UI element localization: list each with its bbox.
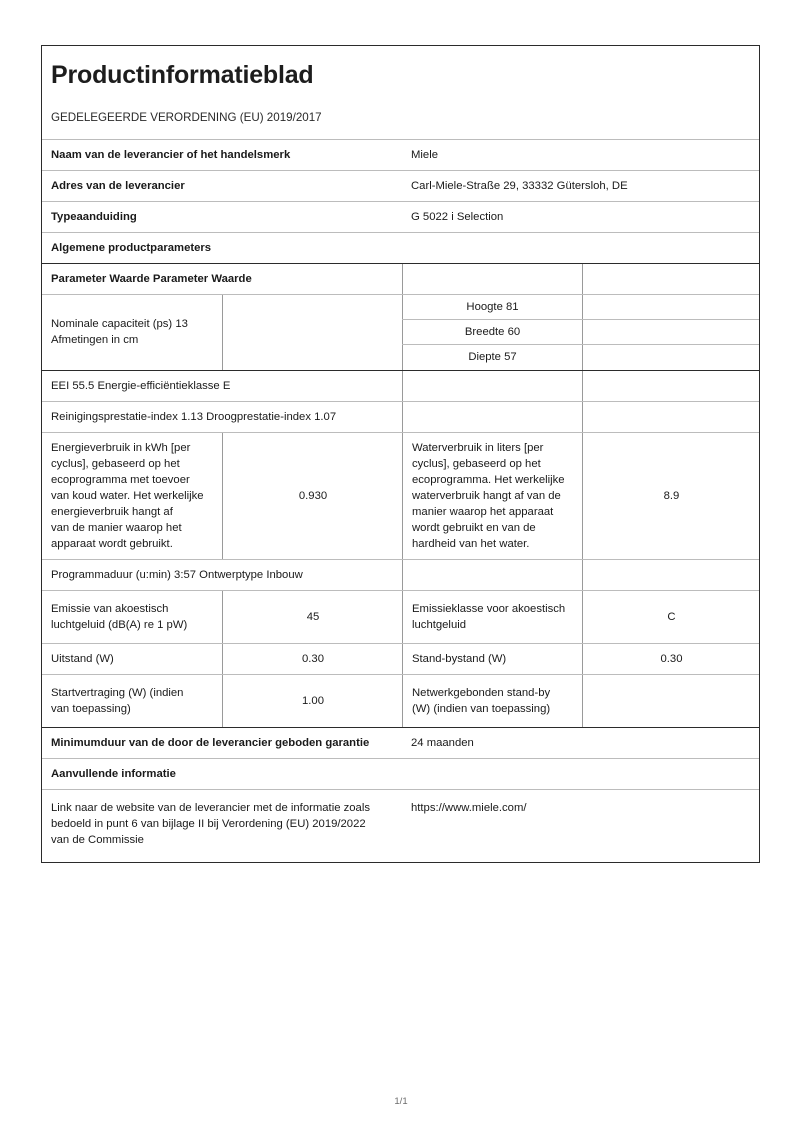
noise-label-line-2: luchtgeluid (dB(A) re 1 pW)	[51, 619, 188, 632]
networked-standby-label	[402, 675, 582, 727]
program-col4	[582, 560, 759, 590]
supplier-link-row	[42, 790, 759, 862]
page-title: Productinformatieblad	[51, 61, 314, 89]
program-duration-row	[42, 560, 759, 591]
noise-emission-label	[42, 591, 222, 643]
off-mode-label: Uitstand (W)	[51, 653, 114, 666]
dimensions-subtable	[402, 295, 759, 370]
water-label-line-7: hardheid van het water.	[412, 537, 530, 550]
capacity-dimensions-row	[42, 295, 759, 371]
energy-label-line-5: energieverbruik hangt af	[51, 505, 173, 518]
energy-consumption-label	[42, 433, 222, 559]
index-col3	[402, 402, 582, 432]
water-label-line-5: manier waarop het apparaat	[412, 505, 554, 518]
noise-class-label-line-1: Emissieklasse voor akoestisch	[412, 603, 566, 616]
water-label-line-3: ecoprogramma. Het werkelijke	[412, 473, 565, 486]
supplier-link-label	[42, 790, 402, 862]
general-parameters-heading-row	[42, 233, 759, 264]
supplier-address-value: Carl-Miele-Straße 29, 33332 Gütersloh, DE	[411, 179, 628, 192]
delay-start-value: 1.00	[222, 675, 402, 727]
program-col3	[402, 560, 582, 590]
additional-info-heading: Aanvullende informatie	[51, 768, 176, 781]
dimension-depth-value: Diepte 57	[402, 345, 582, 370]
energy-label-line-3: ecoprogramma met toevoer	[51, 473, 190, 486]
parameter-header-label: Parameter Waarde Parameter Waarde	[51, 272, 252, 285]
noise-label-line-1: Emissie van akoestisch	[51, 603, 169, 616]
energy-label-line-7: apparaat wordt gebruikt.	[51, 537, 173, 550]
water-label-line-4: waterverbruik hangt af van de	[412, 489, 561, 502]
dimension-row-height	[402, 295, 759, 320]
warranty-label: Minimumduur van de door de leverancier geboden garantie	[51, 737, 370, 750]
model-row	[42, 202, 759, 233]
noise-emission-row	[42, 591, 759, 644]
index-row	[42, 402, 759, 433]
model-value: G 5022 i Selection	[411, 210, 504, 223]
energy-consumption-value: 0.930	[222, 433, 402, 559]
supplier-name-row	[42, 140, 759, 171]
energy-label-line-4: van koud water. Het werkelijke	[51, 489, 204, 502]
noise-class-value: C	[582, 591, 759, 643]
off-mode-value: 0.30	[222, 644, 402, 674]
index-col4	[582, 402, 759, 432]
title-block	[42, 46, 759, 139]
networked-standby-label-line-2: (W) (indien van toepassing)	[412, 703, 551, 716]
general-parameters-heading: Algemene productparameters	[51, 241, 212, 254]
product-information-sheet	[41, 45, 760, 863]
delay-start-label-line-2: van toepassing)	[51, 703, 131, 716]
off-standby-row	[42, 644, 759, 675]
noise-emission-value: 45	[222, 591, 402, 643]
supplier-name-label: Naam van de leverancier of het handelsmerk	[51, 148, 291, 161]
capacity-left-block	[42, 295, 402, 370]
dimension-width-value: Breedte 60	[402, 320, 582, 344]
eei-label: EEI 55.5 Energie-efficiëntieklasse E	[51, 379, 231, 392]
supplier-link-label-line-3: van de Commissie	[51, 834, 144, 847]
capacity-value-cell	[222, 295, 402, 370]
regulation-reference: GEDELEGEERDE VERORDENING (EU) 2019/2017	[51, 110, 322, 124]
supplier-link-label-line-2: bedoeld in punt 6 van bijlage II bij Verordening (EU) 2019/2022	[51, 818, 366, 831]
water-label-line-1: Waterverbruik in liters [per	[412, 441, 544, 454]
dimension-depth-blank	[582, 345, 759, 370]
supplier-address-label: Adres van de leverancier	[51, 179, 185, 192]
delay-start-label-line-1: Startvertraging (W) (indien	[51, 687, 184, 700]
warranty-row	[42, 728, 759, 759]
supplier-name-value: Miele	[411, 148, 438, 161]
capacity-label: Nominale capaciteit (ps) 13 Afmetingen in cm	[51, 318, 188, 347]
parameter-header-col3	[402, 264, 582, 294]
water-consumption-label	[402, 433, 582, 559]
warranty-value: 24 maanden	[411, 737, 474, 750]
water-consumption-value: 8.9	[582, 433, 759, 559]
supplier-link-label-line-1: Link naar de website van de leverancier met de informatie zoals	[51, 802, 370, 815]
standby-value: 0.30	[582, 644, 759, 674]
parameter-header-row	[42, 264, 759, 295]
eei-col4	[582, 371, 759, 401]
energy-label-line-2: cyclus], gebaseerd op het	[51, 457, 180, 470]
noise-class-label-line-2: luchtgeluid	[412, 619, 467, 632]
standby-label: Stand-bystand (W)	[402, 644, 582, 674]
networked-standby-value	[582, 675, 759, 727]
consumption-row	[42, 433, 759, 560]
energy-label-line-1: Energieverbruik in kWh [per	[51, 441, 191, 454]
delay-start-row	[42, 675, 759, 728]
parameter-header-col4	[582, 264, 759, 294]
dimension-row-depth	[402, 345, 759, 370]
dimension-row-width	[402, 320, 759, 345]
eei-row	[42, 371, 759, 402]
water-label-line-2: cyclus], gebaseerd op het	[412, 457, 541, 470]
page-footer: 1/1	[394, 1096, 408, 1107]
energy-label-line-6: van de manier waarop het	[51, 521, 182, 534]
additional-info-heading-row	[42, 759, 759, 790]
program-duration-label: Programmaduur (u:min) 3:57 Ontwerptype Inbouw	[51, 569, 303, 581]
eei-col3	[402, 371, 582, 401]
index-label: Reinigingsprestatie-index 1.13 Droogprestatie-index 1.07	[51, 410, 337, 423]
dimension-height-value: Hoogte 81	[402, 295, 582, 319]
networked-standby-label-line-1: Netwerkgebonden stand-by	[412, 687, 551, 700]
delay-start-label	[42, 675, 222, 727]
dimension-width-blank	[582, 320, 759, 344]
supplier-link-value[interactable]: https://www.miele.com/	[411, 802, 527, 815]
title-row	[42, 46, 759, 140]
water-label-line-6: wordt gebruikt en van de	[412, 521, 536, 534]
supplier-address-row	[42, 171, 759, 202]
dimension-height-blank	[582, 295, 759, 319]
noise-class-label	[402, 591, 582, 643]
model-label: Typeaanduiding	[51, 210, 137, 223]
